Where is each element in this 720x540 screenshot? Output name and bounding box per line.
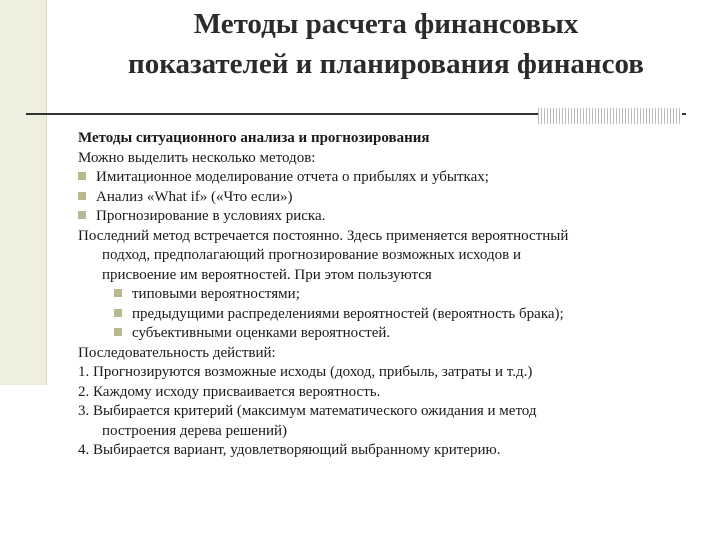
method-label: Прогнозирование в условиях риска. [96,208,326,224]
title-line: показателей и планирования финансов [128,48,644,80]
sub-item-label: субъективными оценками вероятностей. [132,325,391,341]
sub-item-label: типовыми вероятностями; [132,286,300,302]
sub-item [78,285,708,305]
step-line: 4. Выбирается вариант, удовлетворяющий выбранному критерию. [78,442,501,458]
sub-item [78,324,708,344]
square-bullet-icon [114,289,122,297]
step-line: 1. Прогнозируются возможные исходы (доход, прибыль, затраты и т.д.) [78,364,533,380]
slide-title [62,4,710,84]
square-bullet-icon [78,192,86,200]
method-label: Имитационное моделирование отчета о прибылях и убытках; [96,169,489,185]
paragraph-line: присвоение им вероятностей. При этом пользуются [102,266,432,283]
method-item [78,207,708,227]
square-bullet-icon [114,328,122,336]
square-bullet-icon [78,211,86,219]
sub-item [78,305,708,325]
square-bullet-icon [114,309,122,317]
paragraph-line: подход, предполагающий прогнозирование возможных исходов и [102,247,521,263]
hatched-decor-block [538,108,682,124]
square-bullet-icon [78,172,86,180]
title-line: Методы расчета финансовых [193,8,579,40]
method-item [78,188,708,208]
step-line: 3. Выбирается критерий (максимум математического ожидания и метод [78,403,537,419]
left-decor-band [0,0,47,385]
sequence-heading: Последовательность действий: [78,344,276,361]
intro-text: Можно выделить несколько методов: [78,149,316,166]
slide-body [78,129,708,461]
sub-item-label: предыдущими распределениями вероятностей (вероятность брака); [132,305,564,322]
step-line: 2. Каждому исходу присваивается вероятность. [78,383,381,400]
left-decor-band-lower [0,385,46,540]
method-label: Анализ «What if» («Что если») [96,188,293,205]
section-heading: Методы ситуационного анализа и прогнозирования [78,130,430,146]
paragraph-line: Последний метод встречается постоянно. Здесь применяется вероятностный [78,227,569,244]
method-item [78,168,708,188]
step-line: построения дерева решений) [102,422,288,439]
